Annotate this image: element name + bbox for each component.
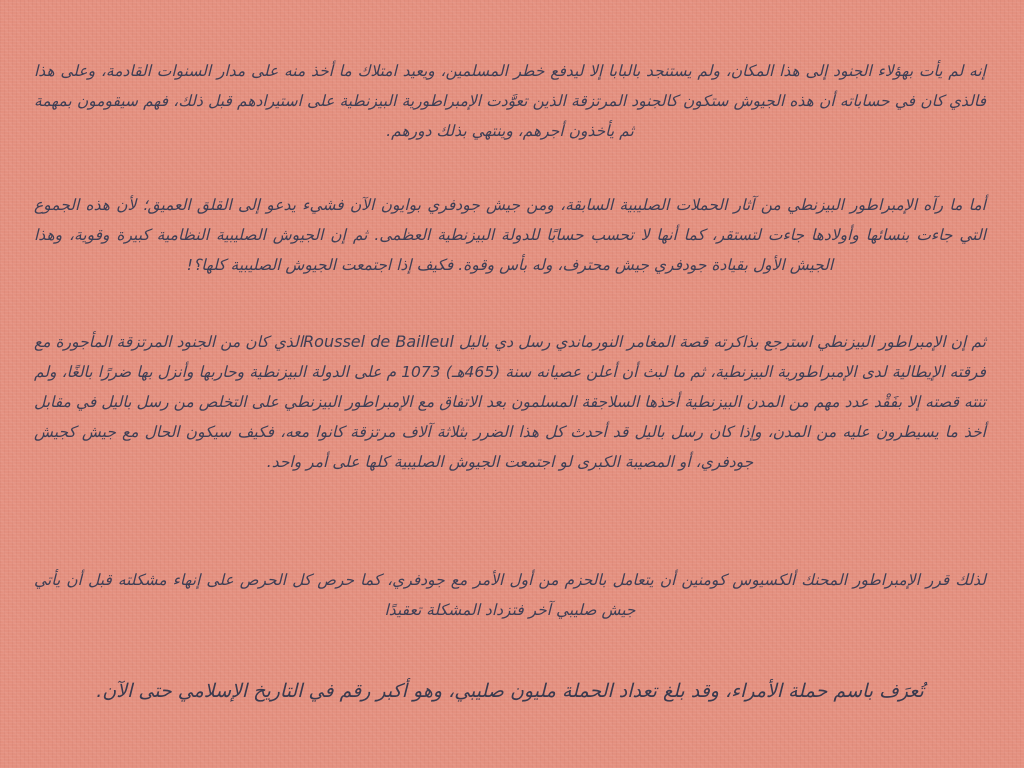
paragraph-3-latin-name: Roussel de Bailleul <box>303 332 454 351</box>
paragraph-1: إنه لم يأت بهؤلاء الجنود إلى هذا المكان، ولم يستنجد بالبابا إلا ليدفع خطر المسلمين، ويعيد امتلاك ما أخذ منه على مدار السنوات القادمة، وعلى هذا فالذي كان في حساباته أن هذه الجيوش ستكون كالجنود المرتزقة الذين تعوَّدت الإمبراطورية البيزنطية على استيرادهم قبل ذلك، فهم سيقومون بمهمة ثم يأخذون أجرهم، وينتهي بذلك دورهم. <box>34 62 986 140</box>
paragraph-5-highlight: تُعرَف باسم حملة الأمراء، وقد بلغ تعداد الحملة مليون صليبي، وهو أكبر رقم في التاريخ الإسلامي حتى الآن. <box>96 680 924 702</box>
paragraph-4: لذلك قرر الإمبراطور المحنك ألكسيوس كومنين أن يتعامل بالحزم من أول الأمر مع جودفري، كما حرص كل الحرص على إنهاء مشكلته قبل أن يأتي جيش صليبي آخر فتزداد المشكلة تعقيدًا <box>34 571 986 619</box>
paragraph-3-body: الذي كان من الجنود المرتزقة المأجورة مع فرقته الإيطالية لدى الإمبراطورية البيزنطية، ثم ما لبث أن أعلن عصيانه سنة (465هـ) 1073 م على الدولة البيزنطية وحاربها وأنزل بها ضررًا بالغًا، ولم تنته قصته إلا بفَقْد عدد مهم من المدن البيزنطية أخذها السلاجقة المسلمون بعد الاتفاق مع الإمبراطور البيزنطي على التخلص من رسل باليل في مقابل أخذ ما يسيطرون عليه من المدن، وإذا كان رسل باليل قد أحدث كل هذا الضرر بثلاثة آلاف مرتزقة كانوا معه، فكيف سيكون الحال مع جيش كجيش جودفري، أو المصيبة الكبرى لو اجتمعت الجيوش الصليبية كلها على أمر واحد. <box>34 333 986 471</box>
paragraph-2: أما ما رآه الإمبراطور البيزنطي من آثار الحملات الصليبية السابقة، ومن جيش جودفري بوايون الآن فشيء يدعو إلى القلق العميق؛ لأن هذه الجموع التي جاءت بنسائها وأولادها جاءت لتستقر، كما أنها لا تحسب حسابًا للدولة البيزنطية العظمى. ثم إن الجيوش الصليبية النظامية كبيرة وقوية، وهذا الجيش الأول بقيادة جودفري جيش محترف، وله بأس وقوة. فكيف إذا اجتمعت الجيوش الصليبية كلها؟! <box>34 196 986 274</box>
paragraph-3 <box>34 327 986 477</box>
paragraph-3-intro: ثم إن الإمبراطور البيزنطي استرجع بذاكرته قصة المغامر النورماندي رسل دي باليل <box>453 333 986 351</box>
